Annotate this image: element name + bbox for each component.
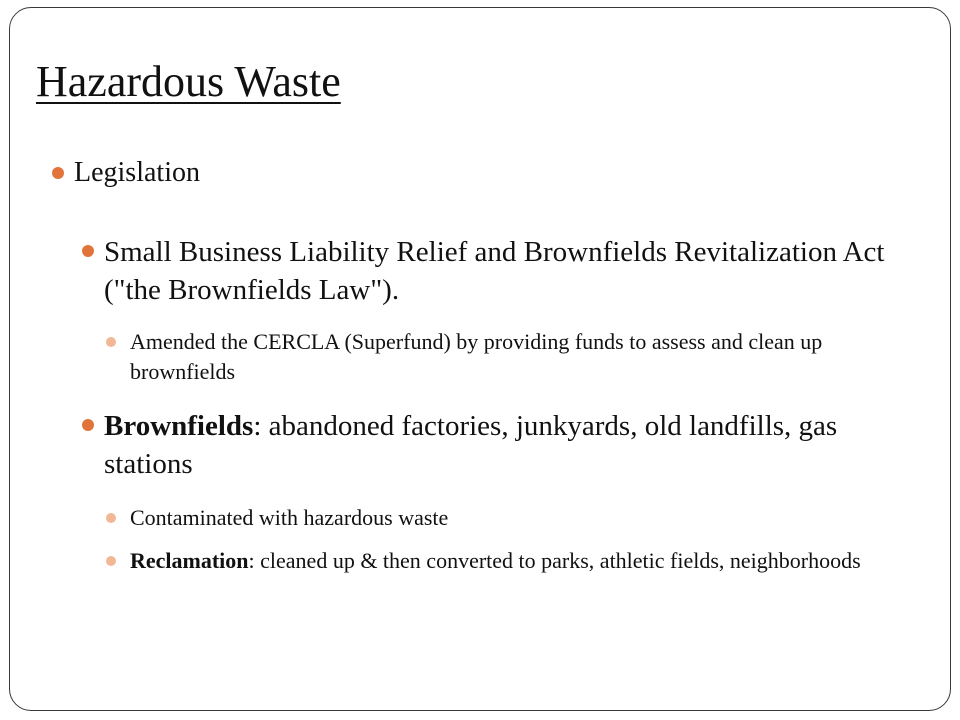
bullet-dot-icon bbox=[52, 167, 64, 179]
bullet-dot-icon bbox=[82, 419, 94, 431]
bullet-brownfields-act bbox=[82, 233, 902, 309]
bullet-text bbox=[104, 407, 902, 483]
subbullet-text bbox=[130, 546, 886, 576]
subbullet-dot-icon bbox=[106, 556, 116, 566]
term-brownfields: Brownfields bbox=[104, 410, 254, 442]
bullet-legislation bbox=[52, 156, 872, 190]
definition-reclamation: : cleaned up & then converted to parks, athletic fields, neighborhoods bbox=[248, 548, 861, 573]
bullet-brownfields-definition bbox=[82, 407, 902, 483]
subbullet-text: Contaminated with hazardous waste bbox=[130, 505, 449, 530]
definition-brownfields: : abandoned factories, junkyards, old landfills, gas stations bbox=[104, 410, 838, 480]
bullet-text: Legislation bbox=[74, 157, 200, 188]
subbullet-text: Amended the CERCLA (Superfund) by providing funds to assess and clean up brownfields bbox=[130, 329, 823, 384]
slide-title: Hazardous Waste bbox=[36, 57, 341, 106]
bullet-text: Small Business Liability Relief and Brownfields Revitalization Act ("the Brownfields Law"). bbox=[104, 236, 885, 306]
bullet-dot-icon bbox=[82, 245, 94, 257]
subbullet-dot-icon bbox=[106, 513, 116, 523]
subbullet-cercla-amendment bbox=[106, 327, 886, 387]
subbullet-reclamation bbox=[106, 546, 886, 576]
subbullet-contaminated bbox=[106, 503, 886, 533]
subbullet-dot-icon bbox=[106, 337, 116, 347]
term-reclamation: Reclamation bbox=[130, 548, 249, 573]
